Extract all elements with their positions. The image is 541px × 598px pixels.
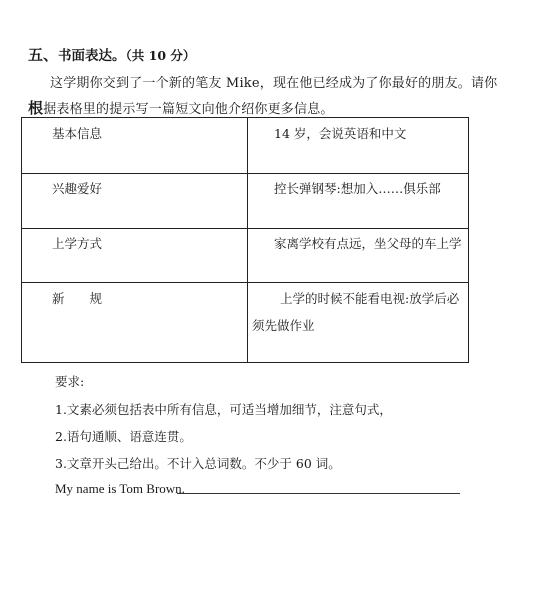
info-table	[21, 117, 469, 363]
table-cell-value: 上学的时候不能看电视:放学后必	[280, 291, 460, 306]
intro-line-1: 这学期你交到了一个新的笔友 Mike，现在他已经成为了你最好的朋友。请你	[50, 76, 498, 91]
table-cell-value: 控长弹钢琴:想加入……俱乐部	[274, 181, 441, 196]
table-cell-label: 基本信息	[52, 126, 103, 141]
section-score: （共 10 分）	[125, 48, 196, 63]
table-cell-label: 上学方式	[52, 236, 103, 251]
section-number: 五、	[28, 46, 59, 64]
table-cell-value-continued: 须先做作业	[252, 318, 315, 333]
table-cell-value: 家离学校有点远，坐父母的车上学	[274, 236, 462, 251]
requirement-item: 1.文素必须包括表中所有信息，可适当增加细节，注意句式，	[55, 402, 392, 417]
intro-line-2-lead: 根	[28, 99, 44, 117]
table-cell-label: 新 规	[52, 291, 103, 306]
table-cell-label: 兴趣爱好	[52, 181, 103, 196]
table-column-divider	[247, 118, 248, 362]
requirement-item: 2.语句通顺、语意连贯。	[55, 429, 192, 444]
answer-blank-line[interactable]	[177, 493, 460, 494]
table-row-divider	[22, 282, 468, 283]
essay-start-text: My name is Tom Brown.	[55, 481, 185, 496]
section-title	[28, 44, 195, 65]
intro-line-2-rest: 据表格里的提示写一篇短文向他介绍你更多信息。	[43, 102, 334, 117]
intro-line-2	[28, 97, 334, 118]
section-heading: 书面表达。	[58, 48, 126, 64]
table-row-divider	[22, 173, 468, 174]
table-row-divider	[22, 228, 468, 229]
table-cell-value: 14 岁，会说英语和中文	[274, 126, 407, 141]
requirement-item: 3.文章开头己给出。不计入总词数。不少于 60 词。	[55, 456, 341, 471]
requirements-title: 要求:	[55, 374, 85, 389]
